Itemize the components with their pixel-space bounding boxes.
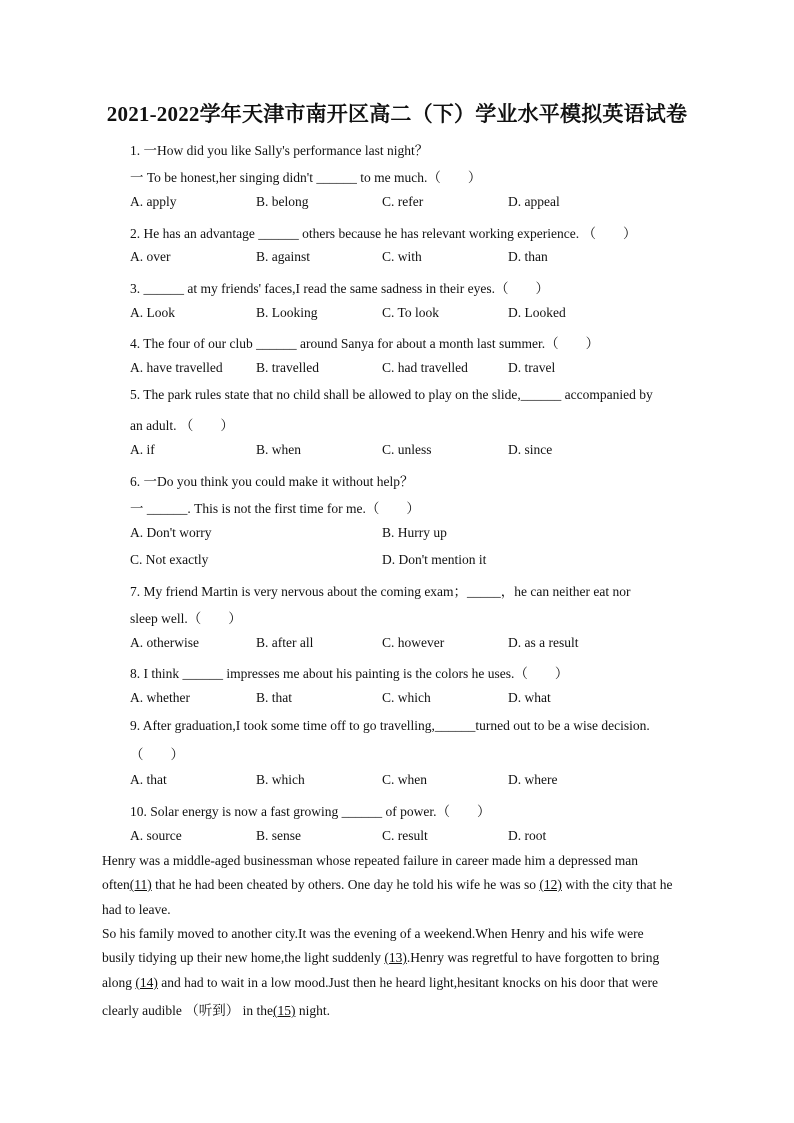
question-7-option-d[interactable]: D. as a result	[508, 635, 579, 650]
question-8-option-c[interactable]: C. which	[382, 690, 431, 705]
question-10-option-c[interactable]: C. result	[382, 828, 428, 843]
blank-14: (14)	[135, 975, 158, 990]
passage-line-7	[102, 999, 330, 1019]
question-2-line-1: 2. He has an advantage ______ others because he has relevant working experience. （ ）	[130, 226, 637, 241]
passage-line-6	[102, 975, 658, 991]
question-8-option-b[interactable]: B. that	[256, 690, 292, 705]
question-6-option-c[interactable]: C. Not exactly	[130, 552, 209, 567]
passage-text: clearly audible （听到） in the	[102, 1003, 273, 1018]
blank-11: (11)	[129, 877, 152, 892]
question-5-option-c[interactable]: C. unless	[382, 442, 432, 457]
question-1-option-b[interactable]: B. belong	[256, 194, 309, 209]
passage-line-1: Henry was a middle-aged businessman whose repeated failure in career made him a depressed man	[102, 853, 639, 868]
question-7-option-a[interactable]: A. otherwise	[130, 635, 199, 650]
blank-15: (15)	[272, 1003, 296, 1018]
question-1-option-d[interactable]: D. appeal	[508, 194, 560, 209]
question-5-option-d[interactable]: D. since	[508, 442, 553, 457]
passage-text: that he had been cheated by others. One day he told his wife he was so	[151, 877, 540, 892]
question-5-option-a[interactable]: A. if	[130, 442, 155, 457]
question-4-option-c[interactable]: C. had travelled	[382, 360, 468, 375]
question-10-option-d[interactable]: D. root	[508, 828, 547, 843]
question-6-option-b[interactable]: B. Hurry up	[382, 525, 447, 540]
question-3-option-a[interactable]: A. Look	[130, 305, 175, 320]
passage-line-5	[102, 950, 659, 966]
passage-text: busily tidying up their new home,the light suddenly	[102, 950, 385, 965]
question-9-option-a[interactable]: A. that	[130, 772, 167, 787]
question-6-line-2: 一 ______. This is not the first time for me.（ ）	[130, 501, 420, 516]
passage-line-3: had to leave.	[102, 902, 171, 917]
question-1-line-1: 1. 一How did you like Sally's performance last night？	[130, 143, 429, 158]
question-6-option-d[interactable]: D. Don't mention it	[382, 552, 487, 567]
question-7-line-1: 7. My friend Martin is very nervous about the coming exam；_____，he can neither eat nor	[130, 584, 631, 599]
question-7-line-2: sleep well.（ ）	[130, 611, 242, 626]
question-9-option-b[interactable]: B. which	[256, 772, 305, 787]
passage-line-2	[102, 877, 673, 893]
question-2-option-c[interactable]: C. with	[382, 249, 422, 264]
question-4-option-d[interactable]: D. travel	[508, 360, 556, 375]
question-3-option-c[interactable]: C. To look	[382, 305, 439, 320]
question-8-line-1: 8. I think ______ impresses me about his painting is the colors he uses.（ ）	[130, 666, 569, 681]
question-8-option-a[interactable]: A. whether	[130, 690, 190, 705]
question-2-option-d[interactable]: D. than	[508, 249, 548, 264]
question-9-option-d[interactable]: D. where	[508, 772, 558, 787]
question-2-option-b[interactable]: B. against	[256, 249, 310, 264]
question-10-option-b[interactable]: B. sense	[256, 828, 301, 843]
passage-text: with the city that he	[561, 877, 673, 892]
passage-text: along	[102, 975, 136, 990]
question-4-line-1: 4. The four of our club ______ around Sanya for about a month last summer.（ ）	[130, 336, 600, 351]
question-1-option-a[interactable]: A. apply	[130, 194, 177, 209]
passage-line-4: So his family moved to another city.It was the evening of a weekend.When Henry and his wife were	[102, 926, 644, 941]
question-9-line-1: 9. After graduation,I took some time off to go travelling,______turned out to be a wise decision.	[130, 718, 650, 733]
blank-12: (12)	[539, 877, 562, 892]
question-4-option-a[interactable]: A. have travelled	[130, 360, 223, 375]
question-6-line-1: 6. 一Do you think you could make it without help？	[130, 474, 414, 489]
question-7-option-c[interactable]: C. however	[382, 635, 445, 650]
question-8-option-d[interactable]: D. what	[508, 690, 551, 705]
passage-text: and had to wait in a low mood.Just then he heard light,hesitant knocks on his door that were	[157, 975, 659, 990]
question-3-option-d[interactable]: D. Looked	[508, 305, 566, 320]
question-10-line-1: 10. Solar energy is now a fast growing ______ of power.（ ）	[130, 804, 491, 819]
question-5-line-1: 5. The park rules state that no child shall be allowed to play on the slide,______ accompanied by	[130, 387, 653, 402]
question-3-option-b[interactable]: B. Looking	[256, 305, 318, 320]
question-5-line-2: an adult. （ ）	[130, 418, 234, 433]
question-9-option-c[interactable]: C. when	[382, 772, 427, 787]
passage-text: .Henry was regretful to have forgotten to bring	[406, 950, 660, 965]
question-2-option-a[interactable]: A. over	[130, 249, 171, 264]
passage-text: often	[102, 877, 130, 892]
question-9-line-2: （ ）	[130, 747, 184, 762]
question-1-line-2: 一 To be honest,her singing didn't ______ to me much.（ ）	[130, 170, 482, 185]
question-7-option-b[interactable]: B. after all	[256, 635, 314, 650]
question-6-option-a[interactable]: A. Don't worry	[130, 525, 212, 540]
page-title: 2021-2022学年天津市南开区高二（下）学业水平模拟英语试卷	[106, 102, 688, 126]
question-3-line-1: 3. ______ at my friends' faces,I read the same sadness in their eyes.（ ）	[130, 281, 549, 296]
blank-13: (13)	[384, 950, 407, 965]
question-5-option-b[interactable]: B. when	[256, 442, 301, 457]
question-1-option-c[interactable]: C. refer	[382, 194, 424, 209]
passage-text: night.	[295, 1003, 330, 1018]
question-10-option-a[interactable]: A. source	[130, 828, 182, 843]
question-4-option-b[interactable]: B. travelled	[256, 360, 319, 375]
